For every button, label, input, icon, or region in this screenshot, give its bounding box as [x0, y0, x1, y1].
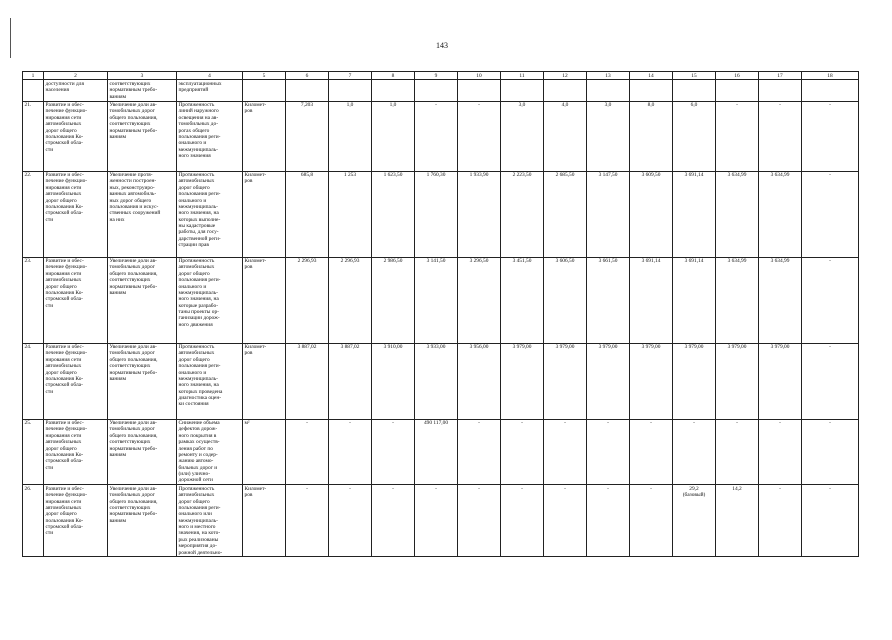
table-row	[23, 343, 859, 419]
value-cell: 14,2	[716, 485, 759, 557]
value-cell: 3 147,50	[587, 171, 630, 257]
table-row	[23, 101, 859, 171]
value-cell: 3 634,99	[716, 257, 759, 343]
value-cell: -	[544, 419, 587, 485]
cell-empty	[329, 80, 372, 101]
cell-empty	[587, 80, 630, 101]
value-cell: 490 117,00	[415, 419, 458, 485]
value-cell: -	[329, 419, 372, 485]
column-number: 13	[587, 72, 630, 80]
value-cell: 4,0	[544, 101, 587, 171]
continuation-task: соответствующих нормативным требо- ваниям	[108, 80, 177, 101]
column-number-row	[23, 72, 859, 80]
value-cell: -	[630, 419, 673, 485]
indicator-cell: Протяженность линий наружного освещения на ав- томобильных до- рогах общего пользования реги- онального и межмуниципаль- ного значения	[177, 101, 243, 171]
value-cell: 3 979,00	[759, 343, 802, 419]
row-number: 22.	[23, 171, 44, 257]
value-cell: 3 691,14	[673, 171, 716, 257]
value-cell: -	[372, 485, 415, 557]
column-number: 11	[501, 72, 544, 80]
goal-cell: Развитие и обес- печение функцио- нирования сети автомобильных дорог общего пользования Ко- стромской обла- сти	[44, 101, 108, 171]
column-number: 1	[23, 72, 44, 80]
value-cell: 3,0	[501, 101, 544, 171]
value-cell: -	[759, 101, 802, 171]
cell-empty	[544, 80, 587, 101]
value-cell: -	[458, 101, 501, 171]
value-cell: 3 609,50	[630, 171, 673, 257]
value-cell: 3 141,50	[415, 257, 458, 343]
value-cell: 6,0	[673, 101, 716, 171]
row-number: 21.	[23, 101, 44, 171]
column-number: 18	[802, 72, 859, 80]
indicator-cell: Протяженность автомобильных дорог общего пользования реги- онального и межмуниципаль- ного значения, на которых выполне- ны кадастровые работы, для госу- дарственной реги- страции прав	[177, 171, 243, 257]
goal-cell: Развитие и обес- печение функцио- нирования сети автомобильных дорог общего пользования Ко- стромской обла- сти	[44, 419, 108, 485]
column-number: 2	[44, 72, 108, 80]
value-cell: 685,8	[286, 171, 329, 257]
indicators-table	[22, 71, 859, 557]
cell-empty	[501, 80, 544, 101]
value-cell: 1 760,30	[415, 171, 458, 257]
value-cell: -	[802, 419, 859, 485]
continuation-goal: доступности для населения	[44, 80, 108, 101]
page-number: 143	[436, 41, 448, 50]
column-number: 4	[177, 72, 243, 80]
value-cell: 3 933,00	[415, 343, 458, 419]
column-number: 9	[415, 72, 458, 80]
goal-cell: Развитие и обес- печение функцио- нирования сети автомобильных дорог общего пользования Ко- стромской обла- сти	[44, 257, 108, 343]
table-row	[23, 485, 859, 557]
value-cell: -	[802, 485, 859, 557]
value-cell: 3 979,00	[501, 343, 544, 419]
column-number: 3	[108, 72, 177, 80]
cell-empty	[415, 80, 458, 101]
value-cell: 2 685,50	[544, 171, 587, 257]
value-cell: 3 296,50	[458, 257, 501, 343]
value-cell: 3 691,14	[673, 257, 716, 343]
value-cell: 1 253	[329, 171, 372, 257]
indicator-cell: Протяженность автомобильных дорог общего пользования реги- онального или межмуниципаль- ного и местного значения, на кото- рых реализованы мероприятия до- рожной деятельно-	[177, 485, 243, 557]
value-cell: 7,203	[286, 101, 329, 171]
value-cell: 1 933,90	[458, 171, 501, 257]
value-cell: 3 691,14	[630, 257, 673, 343]
column-number: 5	[243, 72, 286, 80]
value-cell: 3 634,99	[759, 171, 802, 257]
value-cell: -	[501, 485, 544, 557]
unit-cell: Километ- ров	[243, 101, 286, 171]
column-number: 10	[458, 72, 501, 80]
value-cell: -	[501, 419, 544, 485]
column-number: 14	[630, 72, 673, 80]
indicator-cell: Протяженность автомобильных дорог общего пользования реги- онального и межмуниципаль- ного значения, на которых проведена диагностика оцен- ки состояния	[177, 343, 243, 419]
value-cell: -	[458, 419, 501, 485]
value-cell: -	[329, 485, 372, 557]
value-cell: -	[286, 485, 329, 557]
cell-empty	[759, 80, 802, 101]
cell-empty	[243, 80, 286, 101]
value-cell: -	[802, 343, 859, 419]
cell-empty	[286, 80, 329, 101]
row-number: 25.	[23, 419, 44, 485]
column-number: 17	[759, 72, 802, 80]
value-cell: 1 623,50	[372, 171, 415, 257]
goal-cell: Развитие и обес- печение функцио- нирования сети автомобильных дорог общего пользования Ко- стромской обла- сти	[44, 485, 108, 557]
value-cell: -	[759, 485, 802, 557]
value-cell: -	[716, 101, 759, 171]
value-cell: 2 986,50	[372, 257, 415, 343]
goal-cell: Развитие и обес- печение функцио- нирования сети автомобильных дорог общего пользования Ко- стромской обла- сти	[44, 171, 108, 257]
value-cell: 3,0	[587, 101, 630, 171]
value-cell: 3 451,50	[501, 257, 544, 343]
value-cell: -	[587, 419, 630, 485]
cell-empty	[458, 80, 501, 101]
value-cell: 8,0	[630, 101, 673, 171]
value-cell: -	[716, 419, 759, 485]
value-cell: 3 661,50	[587, 257, 630, 343]
value-cell: 3 910,00	[372, 343, 415, 419]
table-row	[23, 419, 859, 485]
task-cell: Увеличение доли ав- томобильных дорог общего пользования, соответствующих нормативным требо- ваниям	[108, 257, 177, 343]
value-cell: 3 634,99	[759, 257, 802, 343]
continuation-row	[23, 80, 859, 101]
value-cell: 3 956,00	[458, 343, 501, 419]
value-cell: 3 634,99	[716, 171, 759, 257]
value-cell: -	[630, 485, 673, 557]
column-number: 12	[544, 72, 587, 80]
cell-empty	[802, 80, 859, 101]
indicator-cell: Протяженность автомобильных дорог общего пользования реги- онального и межмуниципаль- ного значения, на которые разрабо- таны проекты ор- ганизации дорож- ного движения	[177, 257, 243, 343]
cell-empty	[23, 80, 44, 101]
unit-cell: Километ- ров	[243, 257, 286, 343]
cell-empty	[372, 80, 415, 101]
task-cell: Увеличение доли ав- томобильных дорог общего пользования, соответствующих нормативным требо- ваниям	[108, 101, 177, 171]
table-row	[23, 257, 859, 343]
indicator-cell: Снижение объема дефектов дорож- ного покрытия в рамках осуществ- ления работ по ремонту и содер- жанию автомо- бильных дорог и (или) улично- дорожной сети	[177, 419, 243, 485]
cell-empty	[673, 80, 716, 101]
value-cell: 3 979,00	[673, 343, 716, 419]
value-cell: -	[415, 485, 458, 557]
value-cell: 3 606,50	[544, 257, 587, 343]
task-cell: Увеличение протя- женности построен- ных, реконструиро- ванных автомобиль- ных дорог общего пользования и искус- ственных сооружений на них	[108, 171, 177, 257]
unit-cell: Километ- ров	[243, 485, 286, 557]
value-cell: 3 979,00	[544, 343, 587, 419]
cell-empty	[630, 80, 673, 101]
column-number: 7	[329, 72, 372, 80]
value-cell: 2 296,93	[329, 257, 372, 343]
continuation-indicator: эксплуатационных предприятий	[177, 80, 243, 101]
value-cell: 3 979,00	[630, 343, 673, 419]
value-cell: 2 223,50	[501, 171, 544, 257]
task-cell: Увеличение доли ав- томобильных дорог общего пользования, соответствующих нормативным требо- ваниям	[108, 485, 177, 557]
value-cell: 3 887,02	[329, 343, 372, 419]
column-number: 6	[286, 72, 329, 80]
value-cell: -	[802, 171, 859, 257]
column-number: 15	[673, 72, 716, 80]
value-cell: -	[372, 419, 415, 485]
row-number: 23.	[23, 257, 44, 343]
value-cell: 3 887,02	[286, 343, 329, 419]
value-cell: 2 296,93	[286, 257, 329, 343]
task-cell: Увеличение доли ав- томобильных дорог общего пользования, соответствующих нормативным требо- ваниям	[108, 343, 177, 419]
unit-cell: м²	[243, 419, 286, 485]
task-cell: Увеличение доли ав- томобильных дорог общего пользования, соответствующих нормативным требо- ваниям	[108, 419, 177, 485]
goal-cell: Развитие и обес- печение функцио- нирования сети автомобильных дорог общего пользования Ко- стромской обла- сти	[44, 343, 108, 419]
value-cell: 1,0	[372, 101, 415, 171]
unit-cell: Километ- ров	[243, 171, 286, 257]
value-cell: -	[759, 419, 802, 485]
cell-empty	[716, 80, 759, 101]
table-row	[23, 171, 859, 257]
value-cell: 3 979,00	[587, 343, 630, 419]
value-cell: -	[802, 101, 859, 171]
value-cell: -	[286, 419, 329, 485]
value-cell: -	[673, 419, 716, 485]
value-cell: 29,2 (базовый)	[673, 485, 716, 557]
value-cell: -	[587, 485, 630, 557]
value-cell: -	[458, 485, 501, 557]
column-number: 8	[372, 72, 415, 80]
value-cell: 1,0	[329, 101, 372, 171]
unit-cell: Километ- ров	[243, 343, 286, 419]
value-cell: 3 979,00	[716, 343, 759, 419]
value-cell: -	[544, 485, 587, 557]
row-number: 24.	[23, 343, 44, 419]
value-cell: -	[415, 101, 458, 171]
scan-edge-mark	[10, 18, 11, 58]
column-number: 16	[716, 72, 759, 80]
row-number: 26.	[23, 485, 44, 557]
value-cell: -	[802, 257, 859, 343]
